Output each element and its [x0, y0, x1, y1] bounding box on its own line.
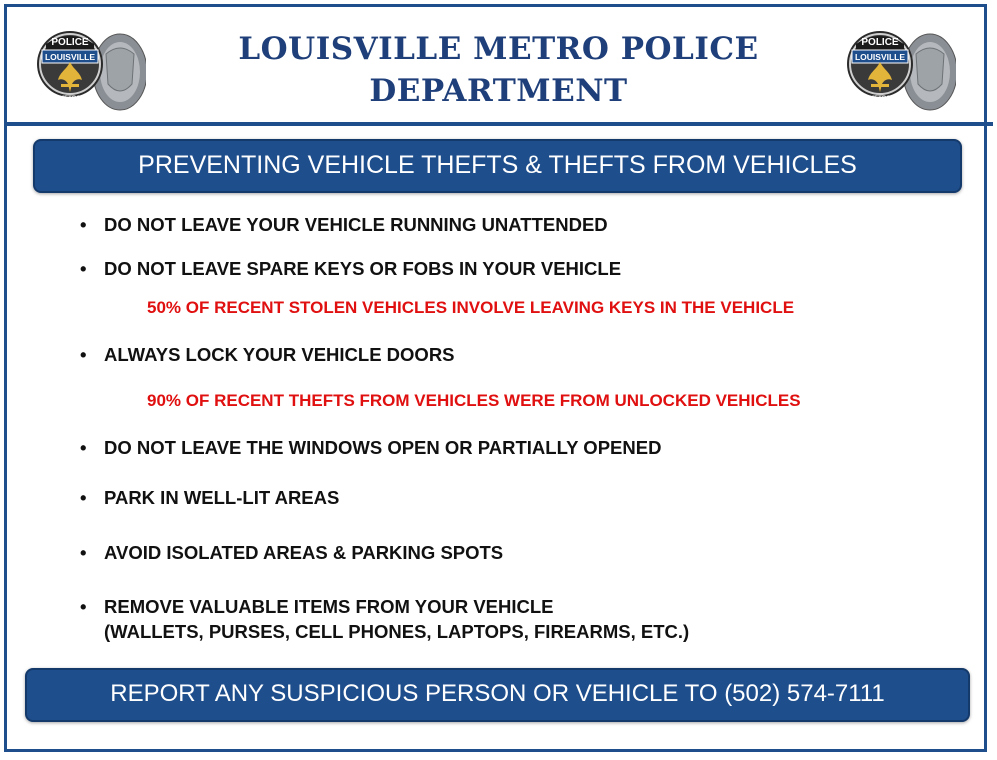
report-banner: REPORT ANY SUSPICIOUS PERSON OR VEHICLE TO (502) 574-7111 — [25, 668, 970, 722]
bullet-icon: • — [80, 344, 87, 365]
title-line-1: LOUISVILLE METRO POLICE — [238, 31, 759, 67]
bullet-icon: • — [80, 542, 87, 563]
header-divider — [4, 122, 993, 126]
police-badge-icon — [846, 14, 956, 114]
police-badge-icon — [36, 14, 146, 114]
keys-stat-note: 50% OF RECENT STOLEN VEHICLES INVOLVE LEAVING KEYS IN THE VEHICLE — [147, 298, 795, 317]
unlocked-stat-note: 90% OF RECENT THEFTS FROM VEHICLES WERE FROM UNLOCKED VEHICLES — [147, 391, 801, 410]
tip-text: DO NOT LEAVE THE WINDOWS OPEN OR PARTIALLY OPENED — [104, 437, 662, 458]
bullet-icon: • — [80, 596, 87, 617]
tip-text-continuation: (WALLETS, PURSES, CELL PHONES, LAPTOPS, FIREARMS, ETC.) — [104, 621, 690, 642]
badge-text-bottom: METRO — [59, 96, 81, 102]
title-line-2: DEPARTMENT — [369, 73, 628, 109]
tip-text: DO NOT LEAVE YOUR VEHICLE RUNNING UNATTENDED — [104, 214, 608, 235]
tip-text: ALWAYS LOCK YOUR VEHICLE DOORS — [104, 344, 455, 365]
page-title — [200, 28, 797, 112]
tip-text: DO NOT LEAVE SPARE KEYS OR FOBS IN YOUR VEHICLE — [104, 258, 622, 279]
badge-text-top: POLICE — [861, 37, 899, 48]
bullet-icon: • — [80, 487, 87, 508]
badge-text-bottom: METRO — [869, 96, 891, 102]
badge-text-mid: LOUISVILLE — [44, 52, 96, 62]
tip-text: AVOID ISOLATED AREAS & PARKING SPOTS — [104, 542, 504, 563]
bullet-icon: • — [80, 437, 87, 458]
section-banner: PREVENTING VEHICLE THEFTS & THEFTS FROM VEHICLES — [33, 139, 962, 193]
tip-text: PARK IN WELL-LIT AREAS — [104, 487, 340, 508]
badge-text-mid: LOUISVILLE — [854, 52, 906, 62]
bullet-icon: • — [80, 258, 87, 279]
tip-text: REMOVE VALUABLE ITEMS FROM YOUR VEHICLE — [104, 596, 554, 617]
badge-text-top: POLICE — [51, 37, 89, 48]
bullet-icon: • — [80, 214, 87, 235]
